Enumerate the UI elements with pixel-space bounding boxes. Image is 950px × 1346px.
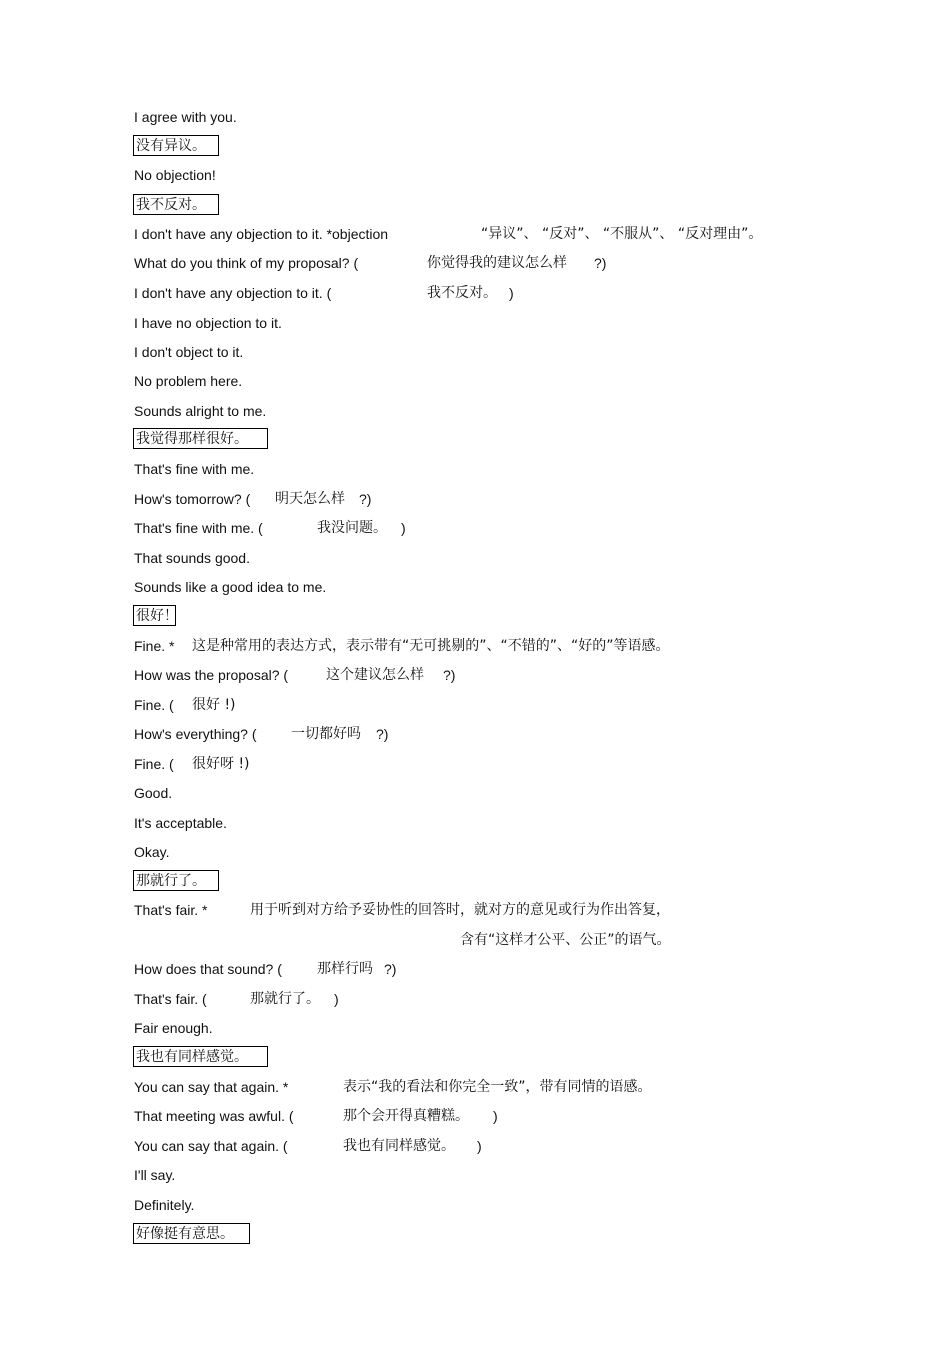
- phrase-line: [134, 225, 763, 243]
- section-heading-box: 没有异议。: [133, 135, 219, 156]
- phrase-line: [134, 490, 372, 508]
- phrase-line: [134, 990, 339, 1008]
- phrase-line: No problem here.: [134, 373, 243, 389]
- phrase-line: I don't object to it.: [134, 344, 244, 360]
- phrase-note: 表示“我的看法和你完全一致”，带有同情的语感。: [343, 1079, 652, 1095]
- phrase-translation: 很好 !): [192, 697, 236, 713]
- phrase-note: 用于听到对方给予妥协性的回答时，就对方的意见或行为作出答复，: [250, 902, 670, 918]
- phrase-close: ?): [384, 961, 397, 977]
- phrase-close: ?): [376, 726, 389, 742]
- phrase-translation: 我也有同样感觉。: [343, 1138, 455, 1154]
- phrase-line: Fair enough.: [134, 1020, 213, 1036]
- phrase-translation: 那就行了。: [250, 991, 320, 1007]
- phrase-close: ?): [443, 667, 456, 683]
- phrase-english: How's everything? (: [134, 726, 257, 742]
- phrase-close: ): [334, 991, 339, 1007]
- phrase-english: Fine. (: [134, 697, 174, 713]
- phrase-line: That sounds good.: [134, 550, 250, 566]
- phrase-english: That's fine with me. (: [134, 520, 263, 536]
- phrase-line: [134, 960, 397, 978]
- phrase-line: [134, 1107, 498, 1125]
- phrase-english: That's fair. *: [134, 902, 208, 918]
- phrase-note: “异议”、 “反对”、 “不服从”、 “反对理由”。: [481, 226, 763, 242]
- phrase-english: How does that sound? (: [134, 961, 282, 977]
- phrase-line: I agree with you.: [134, 109, 237, 125]
- phrase-line: [134, 725, 389, 743]
- phrase-close: ): [401, 520, 406, 536]
- phrase-translation: 你觉得我的建议怎么样: [427, 255, 567, 271]
- phrase-line: [134, 901, 670, 919]
- section-heading-box: 我觉得那样很好。: [133, 428, 268, 449]
- phrase-translation: 很好呀 !): [192, 756, 250, 772]
- phrase-line: [134, 254, 607, 272]
- phrase-close: ): [477, 1138, 482, 1154]
- phrase-english: I don't have any objection to it. (: [134, 285, 332, 301]
- phrase-line: [134, 519, 406, 537]
- phrase-english: Fine. (: [134, 756, 174, 772]
- phrase-line: [134, 666, 456, 684]
- section-heading-box: 好像挺有意思。: [133, 1223, 250, 1244]
- phrase-close: ): [509, 285, 514, 301]
- phrase-translation: 那个会开得真糟糕。: [343, 1108, 469, 1124]
- phrase-line: I'll say.: [134, 1167, 176, 1183]
- phrase-line: That's fine with me.: [134, 461, 255, 477]
- phrase-line: Definitely.: [134, 1197, 195, 1213]
- phrase-translation: 我不反对。: [427, 285, 497, 301]
- phrase-english: That meeting was awful. (: [134, 1108, 294, 1124]
- phrase-translation: 那样行吗: [317, 961, 373, 977]
- phrase-english: That's fair. (: [134, 991, 207, 1007]
- phrase-close: ?): [359, 491, 372, 507]
- section-heading-box: 那就行了。: [133, 870, 219, 891]
- phrase-line: [134, 1137, 482, 1155]
- phrase-line: Okay.: [134, 844, 170, 860]
- phrase-note: 这是种常用的表达方式，表示带有“无可挑剔的”、“不错的”、“好的”等语感。: [192, 638, 670, 654]
- phrase-translation: 这个建议怎么样: [326, 667, 424, 683]
- phrase-english: I don't have any objection to it. *objection: [134, 226, 389, 242]
- phrase-note-continued: 含有“这样才公平、公正”的语气。: [460, 932, 671, 948]
- phrase-line: [134, 755, 250, 773]
- phrase-line: Sounds alright to me.: [134, 403, 267, 419]
- phrase-line: It's acceptable.: [134, 815, 227, 831]
- phrase-line: Sounds like a good idea to me.: [134, 579, 327, 595]
- phrase-translation: 我没问题。: [317, 520, 387, 536]
- phrase-line: [134, 1078, 652, 1096]
- phrase-line: [134, 284, 514, 302]
- phrase-line: No objection!: [134, 167, 216, 183]
- section-heading-box: 我也有同样感觉。: [133, 1046, 268, 1067]
- phrase-close: ?): [594, 255, 607, 271]
- phrase-line: Good.: [134, 785, 173, 801]
- section-heading-box: 我不反对。: [133, 194, 219, 215]
- phrase-line: I have no objection to it.: [134, 315, 282, 331]
- phrase-line: [134, 637, 670, 655]
- phrase-english: How was the proposal? (: [134, 667, 289, 683]
- phrase-english: Fine. *: [134, 638, 175, 654]
- phrase-english: You can say that again. (: [134, 1138, 288, 1154]
- section-heading-box: 很好！: [133, 605, 176, 626]
- phrase-english: You can say that again. *: [134, 1079, 289, 1095]
- phrase-english: What do you think of my proposal? (: [134, 255, 359, 271]
- phrase-line: [134, 696, 236, 714]
- phrase-translation: 明天怎么样: [275, 491, 345, 507]
- phrase-english: How's tomorrow? (: [134, 491, 251, 507]
- phrase-close: ): [493, 1108, 498, 1124]
- phrase-translation: 一切都好吗: [291, 726, 361, 742]
